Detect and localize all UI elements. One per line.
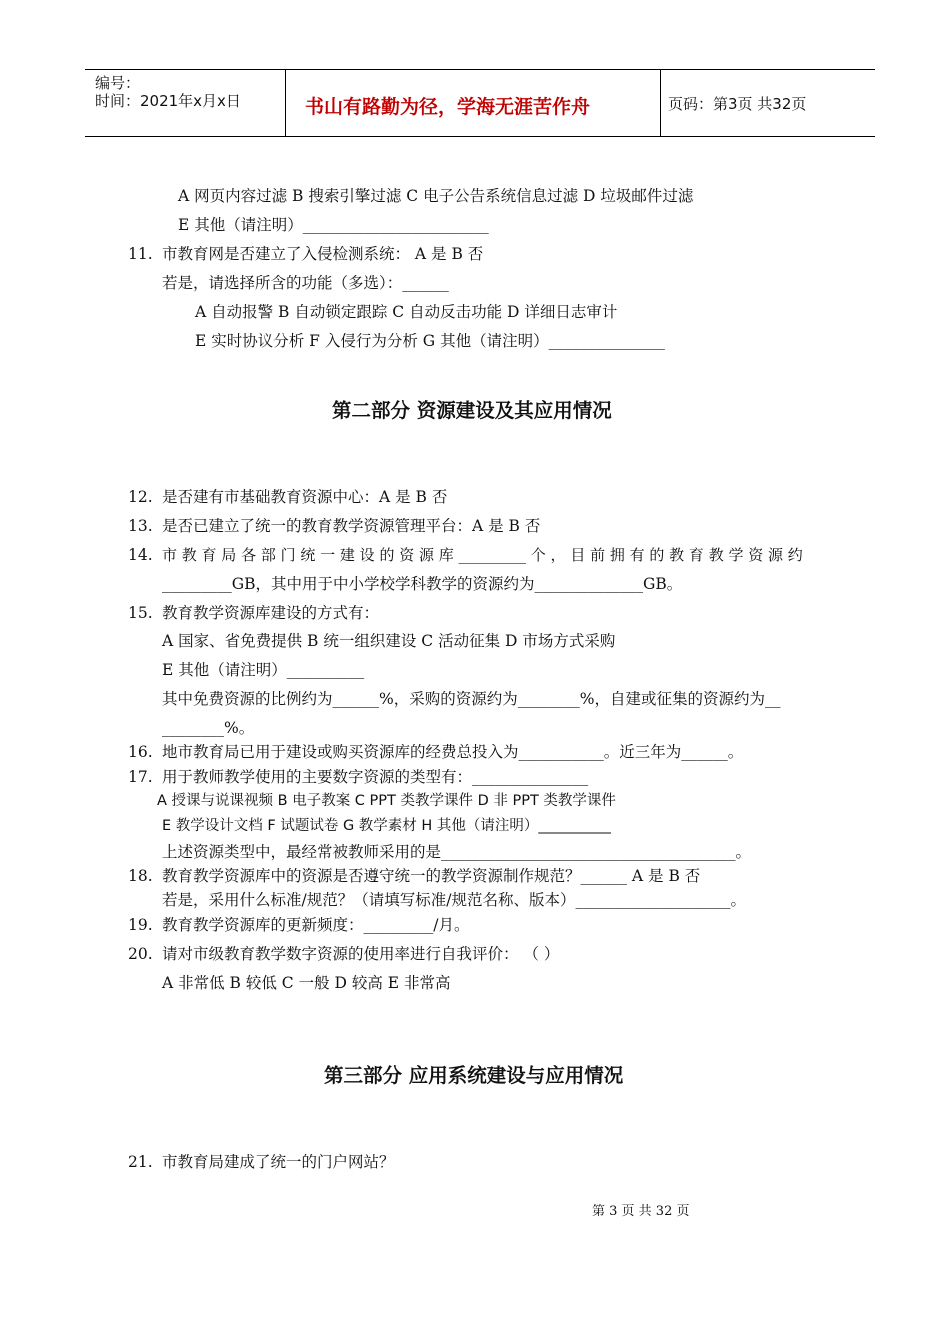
q20-number: 20. [128,945,153,963]
q17-followup: 上述资源类型中，最经常被教师采用的是______________________________________。 [162,843,752,861]
header-motto: 书山有路勤为径，学海无涯苦作舟 [305,96,591,118]
q13-text: 是否已建立了统一的教育教学资源管理平台：A 是 B 否 [162,517,541,535]
header-divider-right [660,69,661,137]
q11-options-line1: A 自动报警 B 自动锁定跟踪 C 自动反击功能 D 详细日志审计 [195,303,618,321]
header-top-border [85,69,875,70]
footer-page-number: 第 3 页 共 32 页 [592,1204,690,1219]
q15-ratio-line2: ________%。 [162,719,255,737]
q14-text-line2: _________GB，其中用于中小学校学科教学的资源约为______________GB。 [162,575,683,593]
q11-number: 11. [128,245,153,263]
q13-number: 13. [128,517,153,535]
q21-text: 市教育局建成了统一的门户网站？ [162,1153,395,1171]
serial-label: 编号： [95,74,141,92]
q10-options-line1: A 网页内容过滤 B 搜索引擎过滤 C 电子公告系统信息过滤 D 垃圾邮件过滤 [178,187,694,205]
q14-number: 14. [128,546,153,564]
q15-number: 15. [128,604,153,622]
q11-options-line2: E 实时协议分析 F 入侵行为分析 G 其他（请注明）_______________ [195,332,665,350]
q12-number: 12. [128,488,153,506]
q17-options-line1: A 授课与说课视频 B 电子教案 C PPT 类教学课件 D 非 PPT 类教学课件 [157,793,616,809]
q18-number: 18. [128,867,153,885]
q17-options-line2: E 教学设计文档 F 试题试卷 G 教学素材 H 其他（请注明）__________ [162,818,611,834]
q19-text: 教育教学资源库的更新频度：_________/月。 [162,916,470,934]
q15-options-line1: A 国家、省免费提供 B 统一组织建设 C 活动征集 D 市场方式采购 [162,632,616,650]
time-label: 时间：2021年x月x日 [95,92,241,110]
q21-number: 21. [128,1153,153,1171]
q15-text: 教育教学资源库建设的方式有： [162,604,380,622]
q12-text: 是否建有市基础教育资源中心：A 是 B 否 [162,488,448,506]
q10-options-line2: E 其他（请注明）________________________ [178,216,489,234]
q18-followup: 若是，采用什么标准/规范？（请填写标准/规范名称、版本）____________________。 [162,891,746,909]
q15-options-line2: E 其他（请注明）__________ [162,661,365,679]
q19-number: 19. [128,916,153,934]
q20-text: 请对市级教育教学数字资源的使用率进行自我评价： （ ） [162,945,560,963]
q17-number: 17. [128,768,153,786]
q16-number: 16. [128,743,153,761]
page-info: 页码：第3页 共32页 [668,95,807,113]
q14-text-line1: 市 教 育 局 各 部 门 统 一 建 设 的 资 源 库 _________ 个 ， 目 前 拥 有 的 教 育 教 学 资 源 约 [162,546,803,564]
section-title-part3: 第三部分 应用系统建设与应用情况 [324,1064,624,1087]
header-divider-left [285,69,286,137]
q16-text: 地市教育局已用于建设或购买资源库的经费总投入为___________。近三年为______。 [162,743,744,761]
q15-ratio-line1: 其中免费资源的比例约为______%，采购的资源约为________%，自建或征集的资源约为__ [162,690,781,708]
q17-text: 用于教师教学使用的主要数字资源的类型有：_______________ [162,768,589,786]
q20-options: A 非常低 B 较低 C 一般 D 较高 E 非常高 [162,974,451,992]
q11-text: 市教育网是否建立了入侵检测系统： A 是 B 否 [162,245,484,263]
q11-followup: 若是，请选择所含的功能（多选）：______ [162,274,449,292]
section-title-part2: 第二部分 资源建设及其应用情况 [332,399,612,422]
q18-text: 教育教学资源库中的资源是否遵守统一的教学资源制作规范？______ A 是 B 否 [162,867,701,885]
header-bottom-border [85,136,875,137]
